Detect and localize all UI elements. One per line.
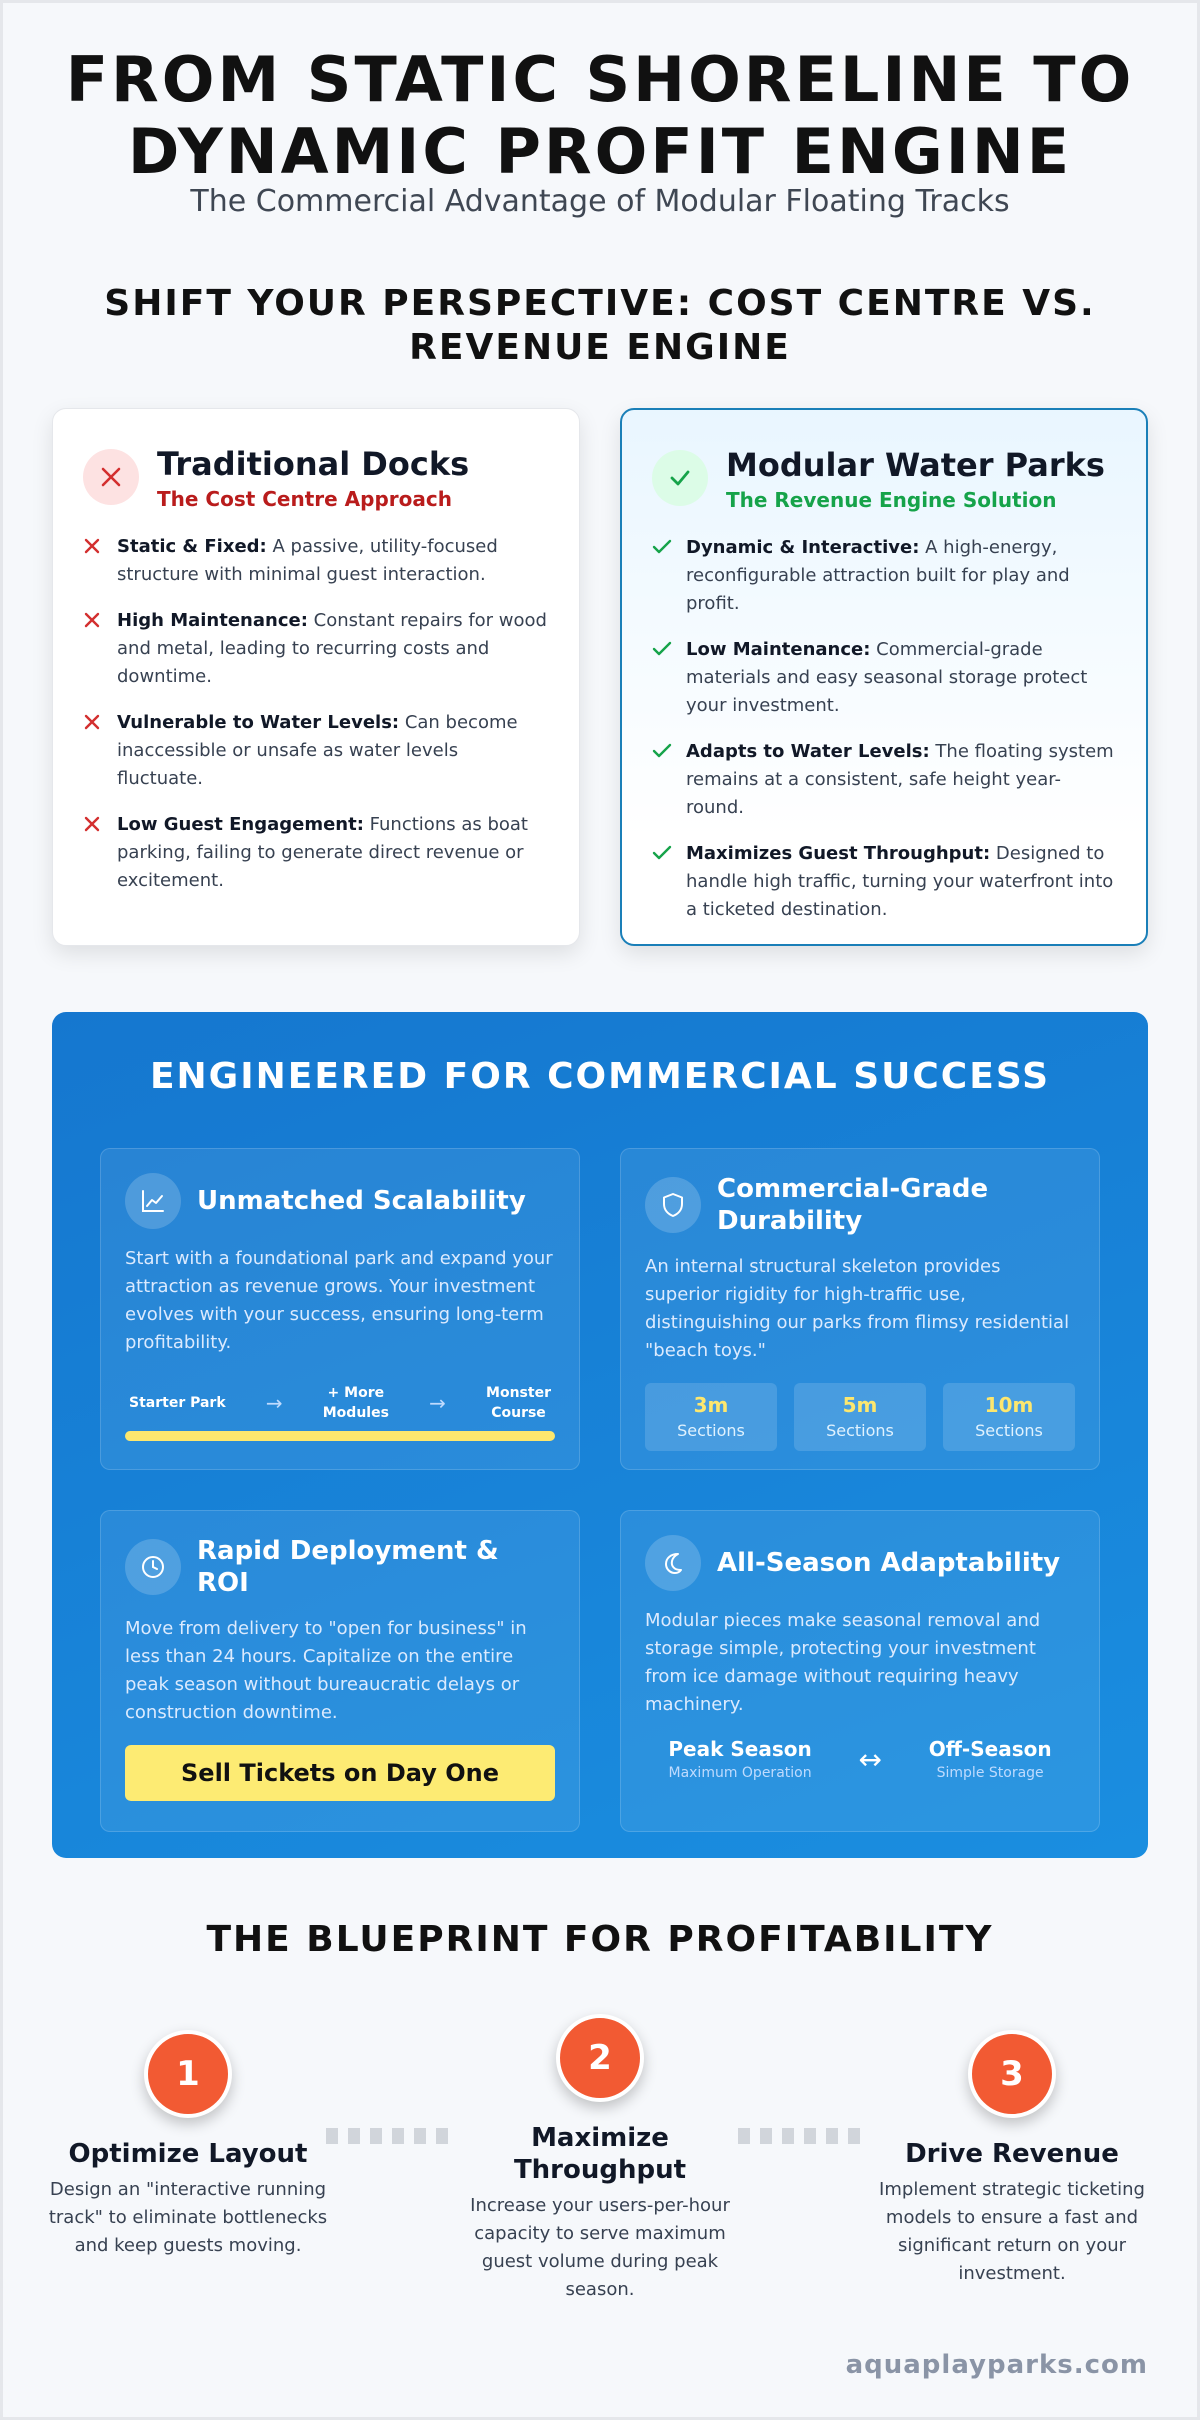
check-icon — [652, 534, 686, 560]
season-cycle — [645, 1737, 1075, 1781]
season-desc: Maximum Operation — [668, 1765, 812, 1781]
step-title-line: Maximize — [531, 2123, 669, 2153]
growth-bar — [125, 1431, 555, 1441]
durability-panel — [620, 1148, 1100, 1470]
x-icon — [83, 449, 139, 505]
point-text: Constant repairs for wood and metal, leading to recurring costs and downtime. — [117, 610, 547, 687]
step-number: 3 — [968, 2030, 1056, 2118]
page-subtitle: The Commercial Advantage of Modular Floating Tracks — [190, 184, 1010, 219]
list-item — [83, 709, 547, 793]
step-title-line: Throughput — [513, 2155, 687, 2185]
point-text: Designed to handle high traffic, turning your waterfront into a ticketed destination. — [686, 843, 1114, 920]
track-step-line: Course — [491, 1405, 546, 1421]
arrow-right-icon: → — [265, 1391, 283, 1415]
panel-title: Rapid Deployment & ROI — [197, 1536, 499, 1598]
card-subtitle: The Cost Centre Approach — [157, 487, 452, 511]
x-icon — [83, 533, 117, 559]
point-text: A high-energy, reconfigurable attraction built for play and profit. — [686, 537, 1070, 614]
section-size-box — [794, 1383, 926, 1451]
panel-text: Start with a foundational park and expand your attraction as revenue grows. Your investment evolves with your success, ensuring long-term profitability. — [125, 1248, 553, 1353]
list-item — [83, 607, 547, 691]
card-subtitle: The Revenue Engine Solution — [726, 488, 1057, 512]
comparison-heading-line-1: SHIFT YOUR PERSPECTIVE: COST CENTRE VS. — [104, 283, 1096, 324]
point-label: Low Maintenance: — [686, 639, 871, 660]
section-size-box — [645, 1383, 777, 1451]
cost-points-list — [83, 533, 547, 895]
website-url[interactable]: aquaplayparks.com — [845, 2350, 1148, 2380]
point-text: Can become inaccessible or unsafe as water levels fluctuate. — [117, 712, 518, 789]
section-label: Sections — [826, 1421, 894, 1440]
panel-text: An internal structural skeleton provides superior rigidity for high-traffic use, distinguishing our parks from flimsy residential "beach toys." — [645, 1256, 1070, 1361]
section-size: 10m — [984, 1393, 1034, 1417]
comparison-heading-line-2: REVENUE ENGINE — [409, 327, 791, 368]
blueprint-step-2 — [460, 2014, 740, 2304]
track-step — [129, 1393, 226, 1413]
point-label: Maximizes Guest Throughput: — [686, 843, 991, 864]
shield-icon — [645, 1177, 701, 1233]
track-step-line: + More — [327, 1385, 385, 1401]
step-number: 2 — [556, 2014, 644, 2102]
x-icon — [83, 811, 117, 837]
panel-text: Modular pieces make seasonal removal and storage simple, protecting your investment from ice damage without requiring heavy machinery. — [645, 1610, 1041, 1715]
swap-arrow-icon: ↔ — [858, 1742, 882, 1776]
track-step — [323, 1383, 389, 1423]
point-label: Static & Fixed: — [117, 536, 267, 557]
title-line-1: FROM STATIC SHORELINE TO — [65, 43, 1135, 116]
panel-title-line: Durability — [717, 1206, 863, 1236]
check-icon — [652, 450, 708, 506]
card-title: Traditional Docks — [157, 445, 470, 483]
check-icon — [652, 738, 686, 764]
point-text: Functions as boat parking, failing to generate direct revenue or excitement. — [117, 814, 528, 891]
track-step-line: Monster — [486, 1385, 551, 1401]
section-size: 3m — [693, 1393, 729, 1417]
check-icon — [652, 636, 686, 662]
engineered-section — [52, 1012, 1148, 1858]
panel-title: Unmatched Scalability — [197, 1186, 526, 1216]
list-item — [652, 636, 1114, 720]
list-item — [652, 738, 1114, 822]
point-label: High Maintenance: — [117, 610, 308, 631]
modular-water-parks-card — [620, 408, 1148, 946]
blueprint-heading: THE BLUEPRINT FOR PROFITABILITY — [206, 1919, 994, 1960]
comparison-heading — [0, 282, 1200, 370]
panel-title: All-Season Adaptability — [717, 1548, 1061, 1578]
arrow-right-icon: → — [429, 1391, 446, 1415]
panel-title — [717, 1173, 988, 1237]
engineered-heading: ENGINEERED FOR COMMERCIAL SUCCESS — [149, 1056, 1051, 1097]
track-step-line: Modules — [322, 1405, 389, 1421]
season-name: Peak Season — [668, 1737, 812, 1761]
point-text: Commercial-grade materials and easy seasonal storage protect your investment. — [686, 639, 1088, 716]
blueprint-step-1 — [48, 2030, 328, 2260]
track-step — [486, 1383, 551, 1423]
step-text: Design an "interactive running track" to eliminate bottlenecks and keep guests moving. — [48, 2179, 328, 2256]
step-connector — [326, 2128, 458, 2144]
step-text: Increase your users-per-hour capacity to serve maximum guest volume during peak season. — [470, 2195, 730, 2300]
sell-tickets-button[interactable]: Sell Tickets on Day One — [125, 1745, 555, 1801]
step-connector — [738, 2128, 870, 2144]
clock-icon — [125, 1539, 181, 1595]
list-item — [652, 534, 1114, 618]
chart-line-icon — [125, 1173, 181, 1229]
list-item — [652, 840, 1114, 924]
step-number: 1 — [144, 2030, 232, 2118]
season-panel — [620, 1510, 1100, 1832]
check-icon — [652, 840, 686, 866]
revenue-points-list — [652, 534, 1114, 924]
deployment-panel — [100, 1510, 580, 1832]
step-text: Implement strategic ticketing models to ensure a fast and significant return on your investment. — [879, 2179, 1145, 2284]
section-label: Sections — [975, 1421, 1043, 1440]
section-sizes — [645, 1383, 1075, 1451]
panel-title-line: Commercial-Grade — [717, 1174, 989, 1204]
growth-track — [125, 1383, 555, 1423]
point-label: Dynamic & Interactive: — [686, 537, 920, 558]
step-title — [460, 2122, 740, 2186]
point-text: The floating system remains at a consistent, safe height year-round. — [686, 741, 1114, 818]
scalability-panel — [100, 1148, 580, 1470]
off-season — [929, 1737, 1052, 1781]
x-icon — [83, 709, 117, 735]
title-line-2: DYNAMIC PROFIT ENGINE — [127, 115, 1073, 188]
blueprint-step-3 — [872, 2030, 1152, 2288]
moon-icon — [645, 1535, 701, 1591]
section-size-box — [943, 1383, 1075, 1451]
point-label: Low Guest Engagement: — [117, 814, 364, 835]
track-step-line: Starter Park — [129, 1395, 226, 1411]
step-title: Optimize Layout — [68, 2139, 308, 2169]
x-icon — [83, 607, 117, 633]
list-item — [83, 811, 547, 895]
season-desc: Simple Storage — [936, 1765, 1044, 1781]
peak-season — [668, 1737, 811, 1781]
panel-text: Move from delivery to "open for business" in less than 24 hours. Capitalize on the entire peak season without bureaucratic delays or construction downtime. — [125, 1618, 527, 1723]
card-title: Modular Water Parks — [726, 446, 1105, 484]
step-title: Drive Revenue — [905, 2139, 1119, 2169]
traditional-docks-card — [52, 408, 580, 946]
point-text: A passive, utility-focused structure with minimal guest interaction. — [117, 536, 498, 585]
section-label: Sections — [677, 1421, 745, 1440]
season-name: Off-Season — [928, 1737, 1052, 1761]
point-label: Vulnerable to Water Levels: — [117, 712, 400, 733]
point-label: Adapts to Water Levels: — [686, 741, 930, 762]
section-size: 5m — [842, 1393, 878, 1417]
page-title — [0, 44, 1200, 188]
list-item — [83, 533, 547, 589]
